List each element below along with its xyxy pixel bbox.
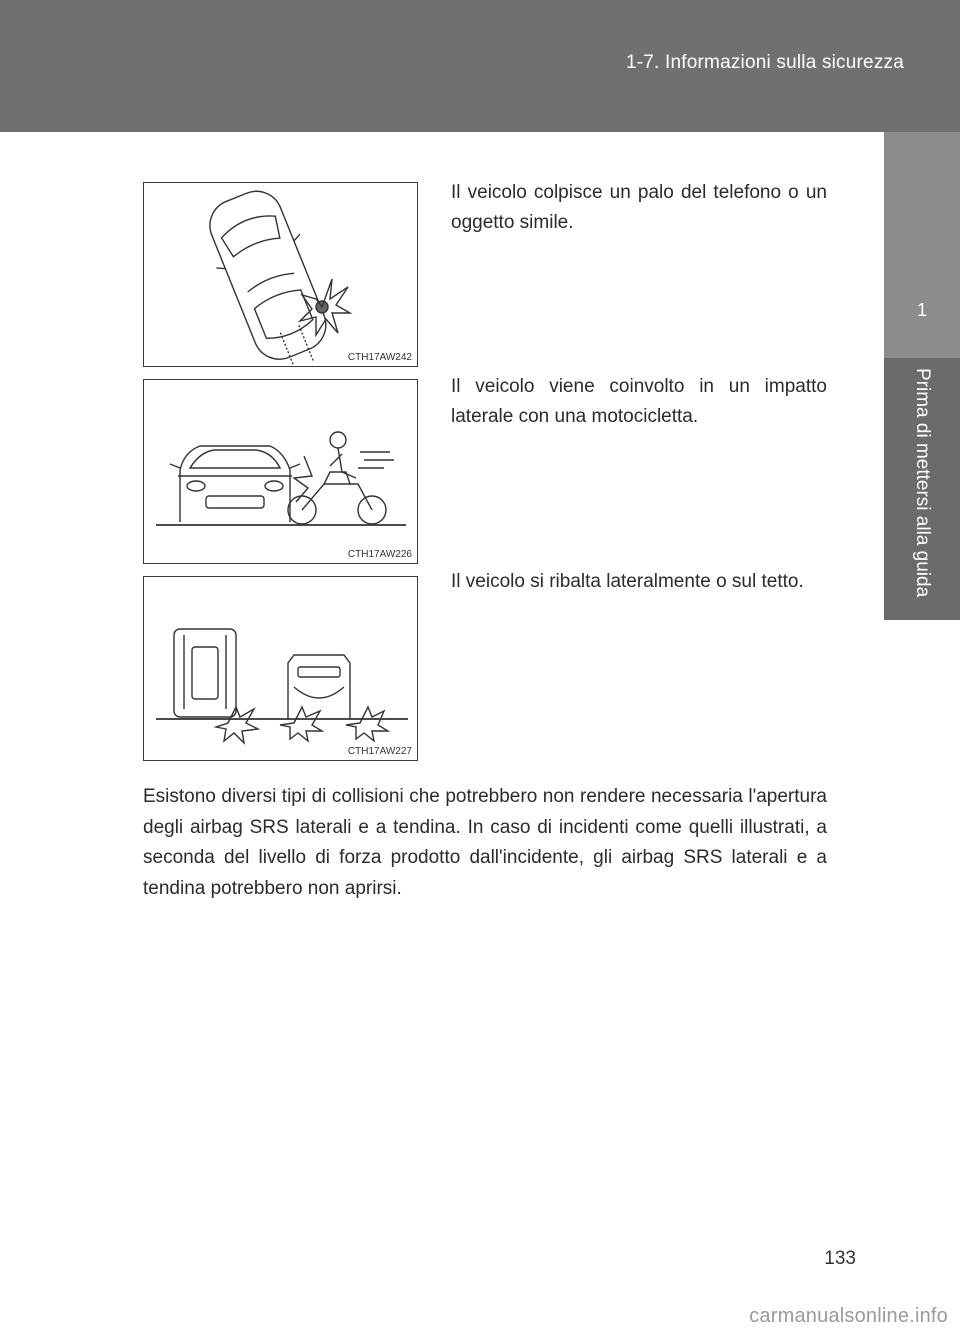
figure-rollover (143, 576, 418, 761)
figure-code: CTH17AW226 (347, 549, 412, 560)
section-title: 1-7. Informazioni sulla sicurezza (626, 52, 904, 73)
page-number: 133 (824, 1248, 856, 1269)
figure-caption: Il veicolo colpisce un palo del telefono o un oggetto simile. (451, 182, 827, 233)
figure-code: CTH17AW242 (347, 352, 412, 363)
body-paragraph: Esistono diversi tipi di collisioni che potrebbero non rendere necessaria l'apertura degli airbag SRS laterali e a tendina. In caso di incidenti come quelli illustrati, a seconda del livello di forza prodotto dall'incidente, gli airbag SRS laterali e a tendina potrebbero non aprirsi. (143, 786, 827, 899)
chapter-number: 1 (916, 300, 927, 320)
figure-caption: Il veicolo si ribalta lateralmente o sul tetto. (451, 571, 804, 592)
watermark: carmanualsonline.info (749, 1305, 948, 1327)
car-motorcycle-illustration (144, 380, 418, 564)
car-rollover-illustration (144, 577, 418, 761)
chapter-tab-number-area (884, 132, 960, 358)
figure-pole-collision (143, 182, 418, 367)
car-pole-illustration (144, 183, 418, 367)
chapter-title: Prima di mettersi alla guida (912, 368, 933, 598)
figure-motorcycle-impact (143, 379, 418, 564)
figure-caption: Il veicolo viene coinvolto in un impatto laterale con una motocicletta. (451, 376, 827, 427)
figure-code: CTH17AW227 (347, 746, 412, 757)
